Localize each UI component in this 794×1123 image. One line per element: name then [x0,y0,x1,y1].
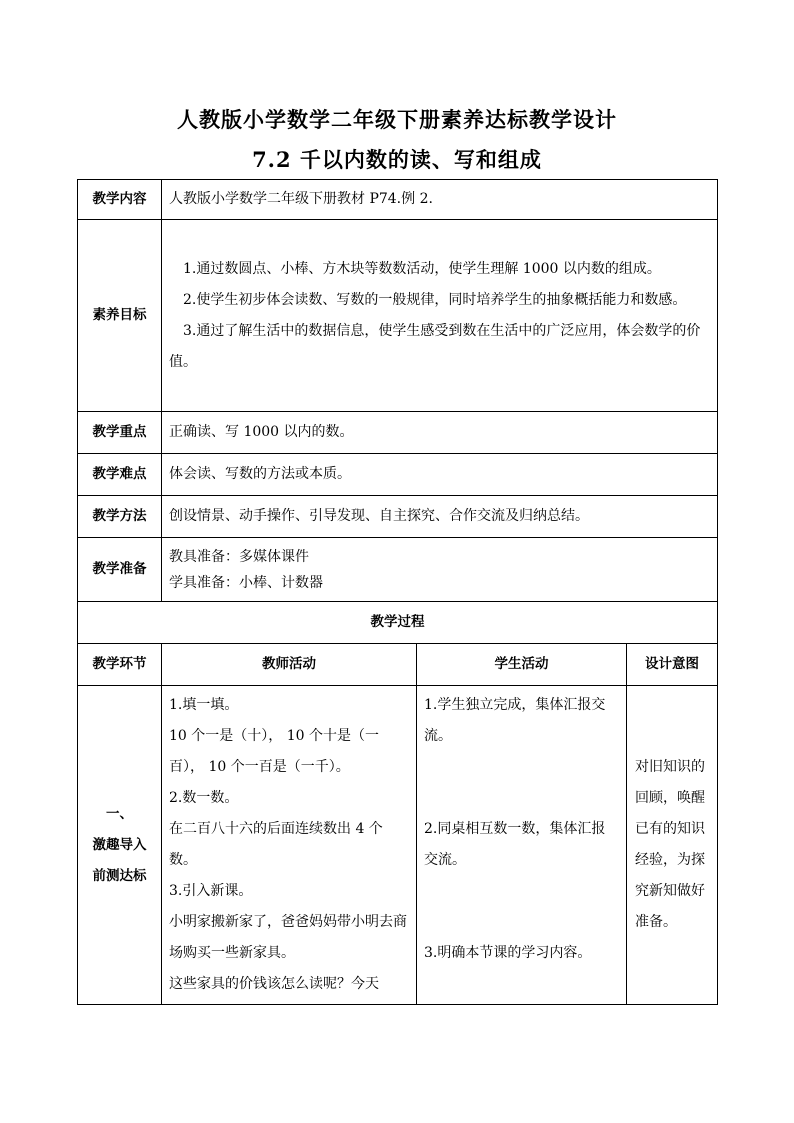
teacher-activity [162,686,417,1005]
teacher-line: 这些家具的价钱该怎么读呢？今天 [169,976,379,992]
teacher-line: 小明家搬新家了，爸爸妈妈带小明去商场购买一些新家具。 [169,914,407,961]
label-key: 教学重点 [78,412,162,454]
teacher-line: 在二百八十六的后面连续数出 4 个数。 [169,821,383,868]
goal-item: 2.使学生初步体会读数、写数的一般规律，同时培养学生的抽象概括能力和数感。 [183,291,687,308]
row-goals [78,220,718,412]
stage-title-line: 激趣导入 [92,836,147,853]
label-goals: 素养目标 [78,220,162,412]
value-difficulty: 体会读、写数的方法或本质。 [162,454,718,496]
header-stage: 教学环节 [78,644,162,686]
row-prep [78,538,718,602]
intent-text: 对旧知识的回顾，唤醒已有的知识经验，为探究新知做好准备。 [635,759,705,930]
student-line: 3.明确本节课的学习内容。 [424,945,592,961]
value-goals [162,220,718,412]
row-process-title [78,602,718,644]
value-content: 人教版小学数学二年级下册教材 P74.例 2. [162,180,718,220]
lesson-plan-table [77,179,718,1005]
teacher-line: 1.填一填。 [169,697,239,713]
document-subtitle: 7.2 千以内数的读、写和组成 [252,147,542,172]
header-teacher: 教师活动 [162,644,417,686]
value-method: 创设情景、动手操作、引导发现、自主探究、合作交流及归纳总结。 [162,496,718,538]
prep-student: 学具准备：小棒、计数器 [169,574,323,591]
label-difficulty: 教学难点 [78,454,162,496]
goal-item: 1.通过数圆点、小棒、方木块等数数活动，使学生理解 1000 以内数的组成。 [183,260,661,277]
row-method [78,496,718,538]
stage-number: 一、 [106,805,133,822]
row-process-headers [78,644,718,686]
student-line: 1.学生独立完成，集体汇报交流。 [424,697,606,744]
document-title: 人教版小学数学二年级下册素养达标教学设计 [177,107,617,132]
student-activity [417,686,627,1005]
teacher-line: 2.数一数。 [169,790,239,806]
stage-title-line: 前测达标 [92,867,147,884]
row-process-stage-1 [78,686,718,1005]
prep-teacher: 教具准备：多媒体课件 [169,548,309,565]
label-method: 教学方法 [78,496,162,538]
value-key: 正确读、写 1000 以内的数。 [162,412,718,454]
header-student: 学生活动 [417,644,627,686]
label-prep: 教学准备 [78,538,162,602]
goal-item: 3.通过了解生活中的数据信息，使学生感受到数在生活中的广泛应用，体会数学的价值。 [169,322,701,370]
process-title: 教学过程 [78,602,718,644]
label-content: 教学内容 [78,180,162,220]
teacher-line: 3.引入新课。 [169,883,253,899]
row-difficulty [78,454,718,496]
stage-name [78,686,162,1005]
design-intent [627,686,718,1005]
row-content [78,180,718,220]
student-line: 2.同桌相互数一数，集体汇报交流。 [424,821,606,868]
header-intent: 设计意图 [627,644,718,686]
teacher-line: 10 个一是（十）， 10 个十是（一百）， 10 个一百是（一千）。 [169,728,379,775]
value-prep [162,538,718,602]
row-key [78,412,718,454]
